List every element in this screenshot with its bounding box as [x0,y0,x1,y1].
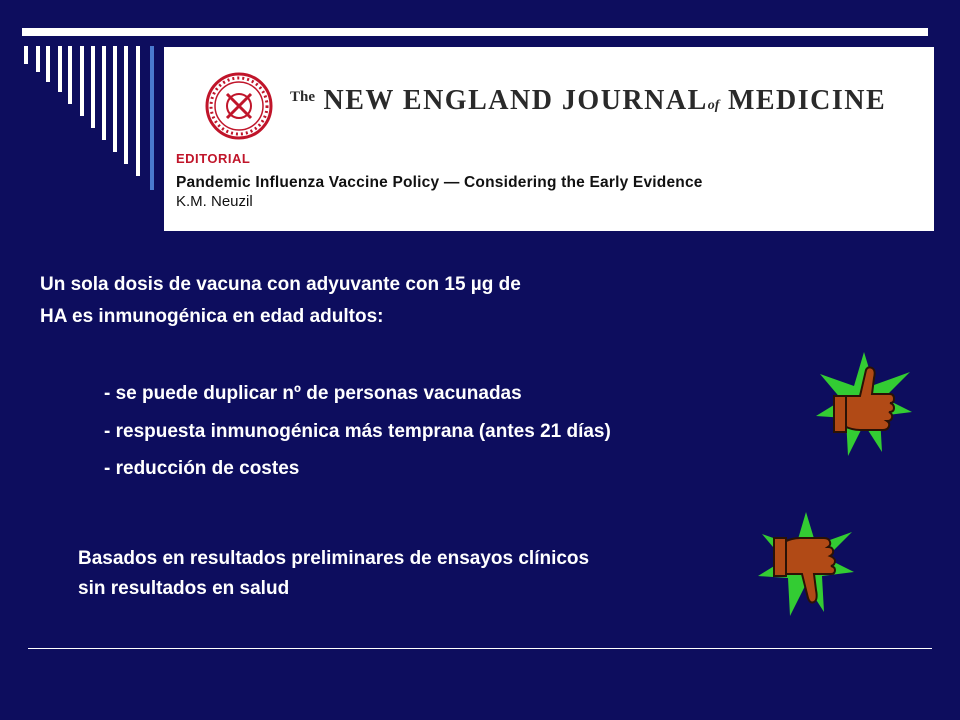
thumbs-down-icon [756,512,856,618]
decorative-bar [58,46,62,92]
section-label: EDITORIAL [176,151,251,166]
journal-title [290,85,886,117]
caveat-line-1: Basados en resultados preliminares de ensayos clínicos [78,548,590,569]
decorative-bar [68,46,72,104]
journal-of: of [707,98,720,113]
decorative-bar [124,46,128,164]
journal-the: The [290,89,316,105]
journal-name-part1: NEW ENGLAND JOURNAL [323,85,708,116]
decorative-bar [80,46,84,116]
article-author: K.M. Neuzil [176,193,253,210]
caveat-line-2: sin resultados en salud [78,578,290,599]
decorative-bar [46,46,50,82]
nejm-seal-icon [204,71,274,141]
top-rule [22,28,928,36]
decorative-bar [91,46,95,128]
thumbs-up-icon [814,352,914,458]
benefit-item: - reducción de costes [104,458,300,479]
decorative-bar [136,46,140,176]
benefit-item: - respuesta inmunogénica más temprana (antes 21 días) [104,421,611,442]
decorative-bar [102,46,106,140]
decorative-bar [36,46,40,72]
benefit-item: - se puede duplicar nº de personas vacunadas [104,383,522,404]
intro-line-2: HA es inmunogénica en edad adultos: [40,306,384,327]
journal-name-part2: MEDICINE [727,85,887,116]
article-title: Pandemic Influenza Vaccine Policy — Considering the Early Evidence [176,174,703,191]
decorative-bar [24,46,28,64]
nejm-editorial-header [164,47,934,231]
decorative-bar [113,46,117,152]
decorative-bar [150,46,154,190]
intro-line-1: Un sola dosis de vacuna con adyuvante con 15 µg de [40,274,521,295]
bottom-rule [28,648,932,649]
